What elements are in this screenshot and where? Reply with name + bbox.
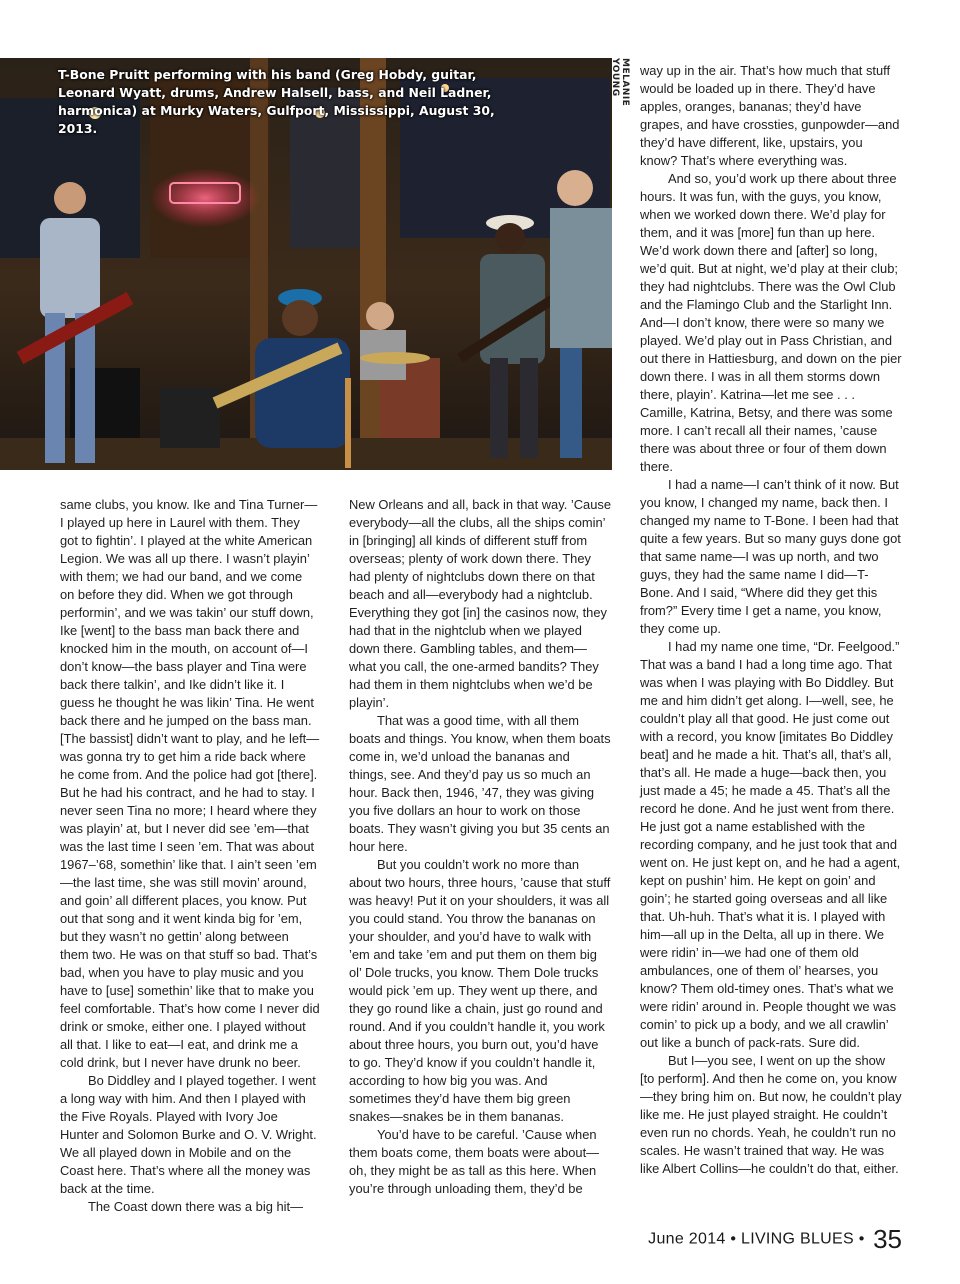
- paragraph: Bo Diddley and I played together. I went a long way with him. And then I played with the Five Royals. Played with Ivory Joe Hunter and Solomon Burke and O. V. Wright. We all played down in Mobile and on the Coast here. That’s where all the money was back at the time.: [60, 1073, 317, 1196]
- issue-label: June 2014 • LIVING BLUES •: [648, 1230, 865, 1248]
- article-column-2: [349, 496, 611, 1198]
- paragraph: I had my name one time, “Dr. Feelgood.” That was a band I had a long time ago. That was when I was playing with Bo Diddley. But me and him didn’t get along. I—well, see, he couldn’t play all that good. He just come out with a record, you know [imitates Bo Diddley beat] and he made a hit. That’s all, that’s all, that’s all. He made a huge—back then, you just made a 45; he made a 45. That’s all the record he done. And he just went from there. He just got a name established with the recording company, and he just took that and went on. He just kept on, and he had a agent, kept on pushin’ him. He kept on goin’ and goin’; he started going overseas and all like that. Uh-huh. That’s what it is. I played with him—all up in the Delta, all up in there. We were ridin’ in—we had one of them old ambulances, one of them ol’ hearses, you know? Them old-timey ones. That’s what we were ridin’ around in. People thought we was comin’ to pick up a body, and we all crawlin’ out like a bunch of pack-rats. Sure did.: [640, 639, 901, 1050]
- paragraph: And so, you’d work up there about three hours. It was fun, with the guys, you know, when we worked down there. We’d play for them, and it was [more] fun than up here. We’d work down there and [after] so long, we’d quit. But at night, we’d play at their club; they had nightclubs. There was the Owl Club and the Flamingo Club and the Starlight Inn. And—I don’t know, there were so many we played. We’d play out in Pass Christian, and out there in Hattiesburg, and down on the pier down there. I was in all them storms down there, playin’. Katrina—let me see . . . Camille, Katrina, Betsy, and there was some more. I can’t recall all their names, ’cause there was about three or four of them down there.: [640, 171, 902, 474]
- page-number: 35: [873, 1224, 902, 1254]
- paragraph: way up in the air. That’s how much that stuff would be loaded up in there. They’d have apples, oranges, bananas; they’d have grapes, and have crossties, gunpowder—and they’d have different, like, upstairs, you know? That’s where everything was.: [640, 63, 900, 168]
- paragraph: same clubs, you know. Ike and Tina Turner—I played up here in Laurel with them. They got to fightin’. I played at the white American Legion. We was all up there. I wasn’t playin’ with them; we had our band, and we come on before they did. When we got through performin’, and we was takin’ our stuff down, Ike [went] to the bass man back there and knocked him in the mouth, on account of—I don’t know—the bass player and Tina were back there talkin’, and Ike didn’t like it. I guess he thought he was likin’ Tina. He went back there and he jumped on the bass man. [The bassist] didn’t want to play, and he left—was gonna try to get him a ride back where he come from. And the police had got [there]. But he had his contract, and he had to stay. I never seen Tina no more; I heard where they was playin’ at, but I never did see ’em—that was the last time I seen ’em. That was about 1967–’68, somethin’ like that. I ain’t seen ’em—the last time, she was still movin’ around, and goin’ all different places, you know. Put out that song and it went kinda big for ’em, but they wasn’t no gettin’ along between them two. He was on that stuff so bad. That’s bad, when you have to play music and you have to [use] somethin’ like that to make you feel comfortable. That’s how come I never did drink or smoke, either one. I played without all that. I like to eat—I eat, and drink me a cold drink, but I never have drunk no beer.: [60, 497, 320, 1070]
- article-column-3: [640, 62, 902, 1178]
- paragraph: But I—you see, I went on up the show [to perform]. And then he come on, you know—they bring him on. But now, he couldn’t play like me. He just played straight. He couldn’t even run no chords. Yeah, he couldn’t run no scales. He wasn’t trained that way. He was like Albert Collins—he couldn’t do that, either.: [640, 1053, 902, 1176]
- paragraph: The Coast down there was a big hit—: [88, 1199, 303, 1214]
- paragraph: New Orleans and all, back in that way. ’Cause everybody—all the clubs, all the ships comin’ in [bringing] all kinds of different stuff from overseas; plenty of work down there. They had plenty of nightclubs down there on that beach and all—everybody had a nightclub. Everything they got [in] the casinos now, they had that in the nightclub when we played down there. Gambling tables, and them—what you call, the one-armed bandits? They had them in them nightclubs when we’d be playin’.: [349, 497, 611, 710]
- photo-credit: MELANIE YOUNG: [610, 58, 630, 107]
- article-column-1: [60, 496, 320, 1216]
- paragraph: But you couldn’t work no more than about two hours, three hours, ’cause that stuff was heavy! Put it on your shoulders, it was all you could stand. You throw the bananas on your shoulder, and you’d have to walk with ’em and take ’em and put them on them big ol’ Dole trucks, you know. Them Dole trucks would pick ’em up. They went up there, and they go round like a chain, just go round and round. And if you couldn’t handle it, you work about three hours, you burn out, you’d have to go. They’d know if you couldn’t handle it, according to how big you was. And sometimes they’d have them big green snakes—snakes be in them bananas.: [349, 857, 611, 1124]
- paragraph: You’d have to be careful. ’Cause when them boats come, them boats were about—oh, they might be as tall as this here. When you’re through unloading them, they’d be: [349, 1127, 600, 1196]
- paragraph: That was a good time, with all them boats and things. You know, when them boats come in, we’d unload the bananas and things, see. And they’d pay us so much an hour. Back then, 1946, ’47, they was giving you five dollars an hour to work on those boats. They wasn’t giving you but 35 cents an hour here.: [349, 713, 611, 854]
- photo-caption: T-Bone Pruitt performing with his band (Greg Hobdy, guitar, Leonard Wyatt, drums, Andrew Halsell, bass, and Neil Ladner, harmonica) at Murky Waters, Gulfport, Mississippi, August 30, 2013.: [58, 67, 495, 136]
- paragraph: I had a name—I can’t think of it now. But you know, I changed my name, back then. I changed my name to T-Bone. I been had that quite a few years. But so many guys done got that same name—I was up north, and two guys, they had the same name I did—T-Bone. And I said, “Where did they get this from?” Every time I get a name, you know, they come up.: [640, 477, 901, 636]
- page-footer: [648, 1224, 902, 1255]
